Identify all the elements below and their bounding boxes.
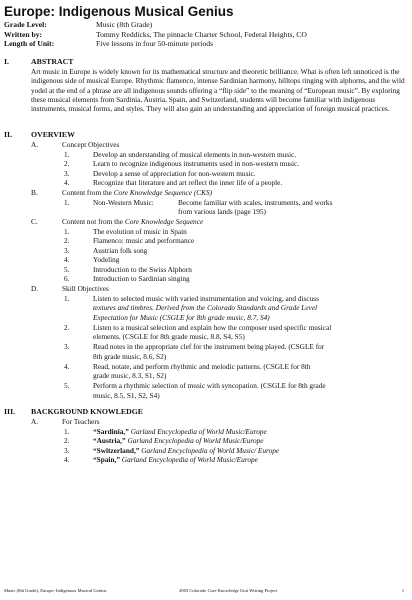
footer-center: 2003 Colorado Core Knowledge Unit Writing Project <box>179 588 278 593</box>
reference-title: “Sardinia,” <box>93 426 129 436</box>
page-number: 1 <box>401 588 404 593</box>
subsection-letter: A. <box>31 140 39 149</box>
list-item-line: Expectation for Music (CSGLE for 8th grade music, 8.7, S4) <box>93 312 270 322</box>
section-title: ABSTRACT <box>31 57 74 66</box>
list-number: 2. <box>64 236 70 245</box>
section-number: I. <box>4 57 9 66</box>
meta-value: Five lessons in four 50-minute periods <box>96 39 214 48</box>
meta-label: Length of Unit: <box>4 39 55 48</box>
subsection-title-cks <box>62 188 212 197</box>
section-heading-overview <box>4 130 75 140</box>
list-number: 4. <box>64 455 70 464</box>
list-number: 3. <box>64 245 70 255</box>
list-item-line: textures and timbres. Derived from the Colorado Standards and Grade Level <box>93 303 318 312</box>
subsection-letter: A. <box>31 417 39 426</box>
section-heading-abstract <box>4 57 73 67</box>
section-number: II. <box>4 130 13 139</box>
list-item: Develop a sense of appreciation for non-western music. <box>93 168 256 178</box>
list-item: Develop an understanding of musical elements in non-western music. <box>93 149 297 159</box>
list-item-text: from various lands (page 195) <box>178 207 266 216</box>
subsection-title-italic: Core Knowledge Sequence (CKS) <box>113 188 213 197</box>
list-number: 1. <box>64 226 70 236</box>
list-number: 4. <box>64 178 70 187</box>
list-item: The evolution of music in Spain <box>93 226 187 236</box>
abstract-paragraph: Art music in Europe is widely known for its mathematical structure and theoretic brilliance. What is often left unnoticed is the indigenous side of musical Europe. Rhythmic flamenco, intense Sardinian harmony, hilltops ringing with alphorns, and the wild yodel at the end of a phrase are all indigenous sounds offering a “flip side” to the meaning of “European music”. By exploring these musical elements from Sardinia, Austria, Spain, and Switzerland, students will become familiar with indigenous instruments, musical forms, and styles. They will also gain an understanding and appreciation of foreign musical practices. <box>31 67 405 114</box>
list-item-line: 8th grade music, 8.6, S2) <box>93 351 167 361</box>
reference-source: Garland Encyclopedia of World Music/Europe <box>125 436 264 445</box>
subsection-title-non-cks <box>62 217 203 226</box>
reference-title: “Switzerland,” <box>93 445 140 455</box>
reference-item <box>93 436 411 445</box>
reference-title: “Austria,” <box>93 436 126 445</box>
reference-item <box>93 446 411 455</box>
subsection-title-italic: Core Knowledge Sequence <box>124 217 204 226</box>
list-number: 3. <box>64 342 70 351</box>
reference-source: Garland Encyclopedia of World Music/ Europe <box>139 445 280 455</box>
meta-value: Tommy Reddicks, The pinnacle Charter School, Federal Heights, CO <box>96 29 307 39</box>
subsection-letter: D. <box>31 284 39 293</box>
meta-label: Grade Level: <box>4 20 47 29</box>
subsection-title-skill-objectives: Skill Objectives <box>62 284 109 293</box>
list-item-line: Listen to selected music with varied instrumentation and voicing, and discuss <box>93 293 319 303</box>
list-number: 3. <box>64 168 70 178</box>
meta-label: Written by: <box>4 29 43 39</box>
reference-title: “Spain,” <box>93 455 120 464</box>
reference-source: Garland Encyclopedia of World Music/Europe <box>119 455 258 464</box>
subsection-letter: B. <box>31 188 38 197</box>
list-number: 5. <box>64 381 70 390</box>
page-footer <box>4 588 408 594</box>
list-item-line: elements. (CSGLE for 8th grade music, 8.8, S4, S5) <box>93 332 245 341</box>
list-number: 1. <box>64 293 70 303</box>
list-item: Recognize that literature and art reflect the inner life of a people. <box>93 178 283 187</box>
footer-left: Music (8th Grade), Europe: Indigenous Musical Genius <box>4 588 107 593</box>
list-item-line: Listen to a musical selection and explain how the composer used specific musical <box>93 322 332 332</box>
list-item-label: Non-Western Music: <box>93 197 154 207</box>
reference-item <box>93 455 411 464</box>
subsection-title-concept-objectives: Concept Objectives <box>62 140 120 149</box>
list-number: 1. <box>64 149 70 159</box>
list-item-line: music, 8.5, S1, S2, S4) <box>93 390 160 400</box>
list-number: 5. <box>64 264 70 274</box>
list-item: Yodeling <box>93 255 120 264</box>
list-number: 2. <box>64 322 70 332</box>
reference-source: Garland Encyclopedia of World Music/Europe <box>128 426 267 436</box>
meta-value: Music (8th Grade) <box>96 20 153 29</box>
subsection-title-text: Content from the <box>62 188 114 197</box>
list-item-line: Perform a rhythmic selection of music with syncopation. (CSGLE for 8th grade <box>93 381 326 390</box>
section-title: BACKGROUND KNOWLEDGE <box>31 407 143 416</box>
unit-metadata <box>4 20 307 49</box>
list-item: Introduction to Sardinian singing <box>93 274 190 283</box>
list-number: 2. <box>64 436 70 445</box>
list-number: 4. <box>64 255 70 264</box>
subsection-title-for-teachers: For Teachers <box>62 417 100 426</box>
list-item-line: Read, notate, and perform rhythmic and melodic patterns. (CSGLE for 8th <box>93 361 311 371</box>
meta-row-grade <box>4 20 307 30</box>
list-number: 3. <box>64 445 70 455</box>
section-title: OVERVIEW <box>31 130 75 139</box>
list-number: 2. <box>64 159 70 168</box>
meta-row-length <box>4 39 307 49</box>
subsection-letter: C. <box>31 217 38 226</box>
list-item-line: Read notes in the appropriate clef for the instrument being played. (CSGLE for <box>93 342 325 351</box>
list-item-line: grade music, 8.3, S1, S2) <box>93 371 167 380</box>
meta-row-author <box>4 30 307 40</box>
document-title: Europe: Indigenous Musical Genius <box>4 4 234 19</box>
list-number: 1. <box>64 426 70 436</box>
list-item: Austrian folk song <box>93 245 148 255</box>
list-item: Introduction to the Swiss Alphorn <box>93 264 192 274</box>
list-number: 4. <box>64 361 70 371</box>
section-heading-background <box>4 407 143 417</box>
list-item-text: Become familiar with scales, instruments, and works <box>178 197 333 207</box>
section-number: III. <box>4 407 16 416</box>
subsection-title-text: Content not from the <box>62 217 125 226</box>
list-number: 1. <box>64 197 70 207</box>
reference-item <box>93 427 411 436</box>
list-item: Flamenco: music and performance <box>93 236 195 245</box>
list-number: 6. <box>64 274 70 283</box>
list-item: Learn to recognize indigenous instruments used in non-western music. <box>93 159 300 168</box>
